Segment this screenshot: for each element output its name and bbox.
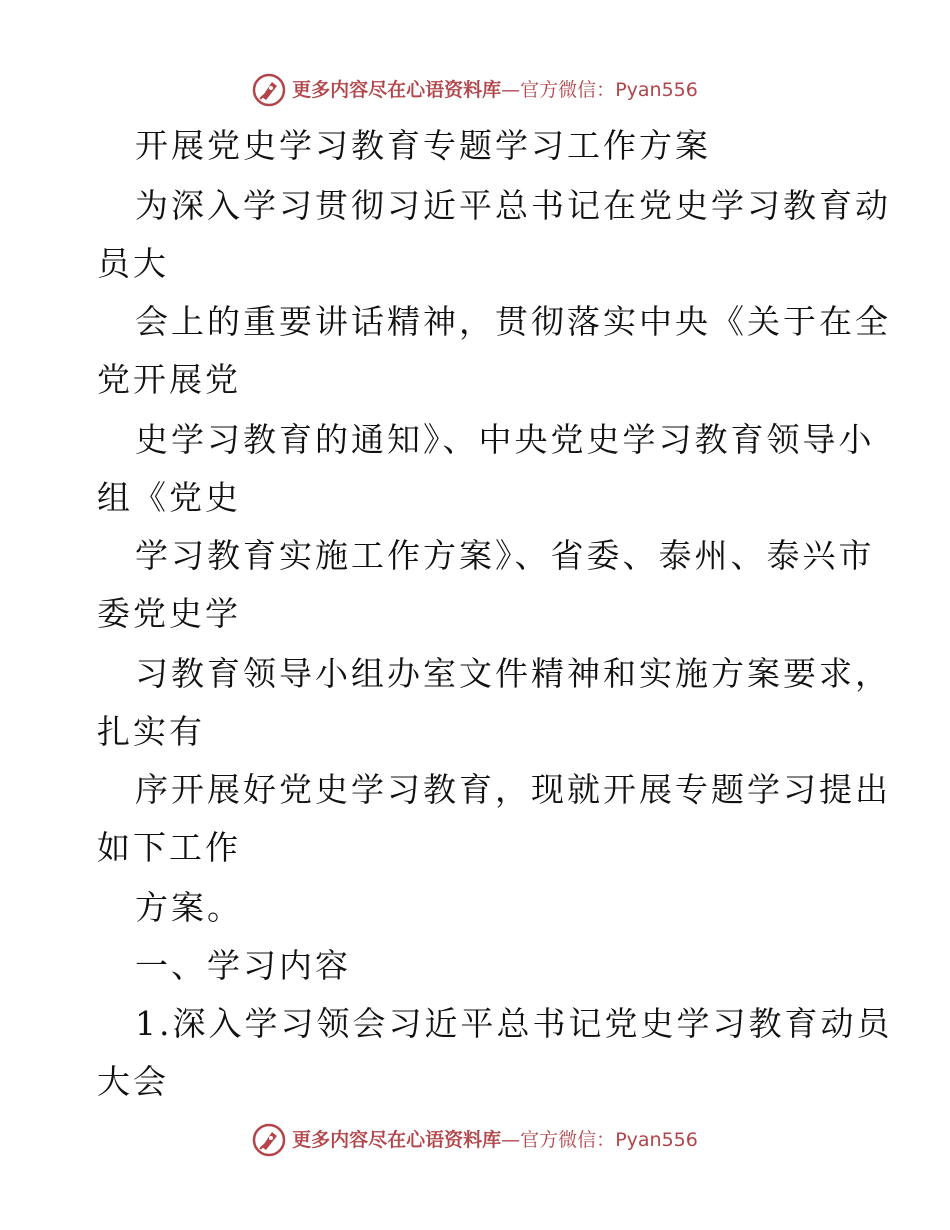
- watermark-dash: —: [501, 1128, 521, 1151]
- watermark-text: [292, 1128, 698, 1151]
- section-heading: 一、学习内容: [135, 946, 351, 985]
- paragraph-line: 史学习教育的通知》、中央党史学习教育领导小: [135, 420, 875, 459]
- paragraph-line: 党开展党: [97, 360, 241, 399]
- pen-nib-logo-icon: [252, 1123, 286, 1157]
- paragraph-line: 扎实有: [97, 712, 205, 751]
- paragraph-line: 员大: [97, 244, 169, 283]
- document-title: 开展党史学习教育专题学习工作方案: [135, 126, 711, 165]
- watermark-brand: 更多内容尽在心语资料库: [292, 78, 502, 101]
- paragraph-line: 大会: [97, 1062, 169, 1101]
- paragraph-line: 如下工作: [97, 828, 241, 867]
- paragraph-line: 习教育领导小组办室文件精神和实施方案要求，: [135, 654, 891, 693]
- list-item: 1.深入学习领会习近平总书记党史学习教育动员: [135, 1004, 893, 1043]
- watermark-brand: 更多内容尽在心语资料库: [292, 1128, 502, 1151]
- paragraph-line: 会上的重要讲话精神，贯彻落实中央《关于在全: [135, 302, 891, 341]
- paragraph-line: 委党史学: [97, 594, 241, 633]
- paragraph-line: 为深入学习贯彻习近平总书记在党史学习教育动: [135, 186, 891, 225]
- paragraph-line: 方案。: [135, 888, 243, 927]
- watermark-wechat-label: 官方微信：: [520, 1128, 616, 1151]
- paragraph-line: 序开展好党史学习教育，现就开展专题学习提出: [135, 770, 891, 809]
- footer-watermark: [0, 1120, 950, 1160]
- watermark-wechat-id: Pyan556: [615, 1128, 698, 1151]
- watermark-wechat-label: 官方微信：: [520, 78, 616, 101]
- watermark-wechat-id: Pyan556: [615, 78, 698, 101]
- watermark-dash: —: [501, 78, 521, 101]
- paragraph-line: 组《党史: [97, 478, 241, 517]
- paragraph-line: 学习教育实施工作方案》、省委、泰州、泰兴市: [135, 536, 875, 575]
